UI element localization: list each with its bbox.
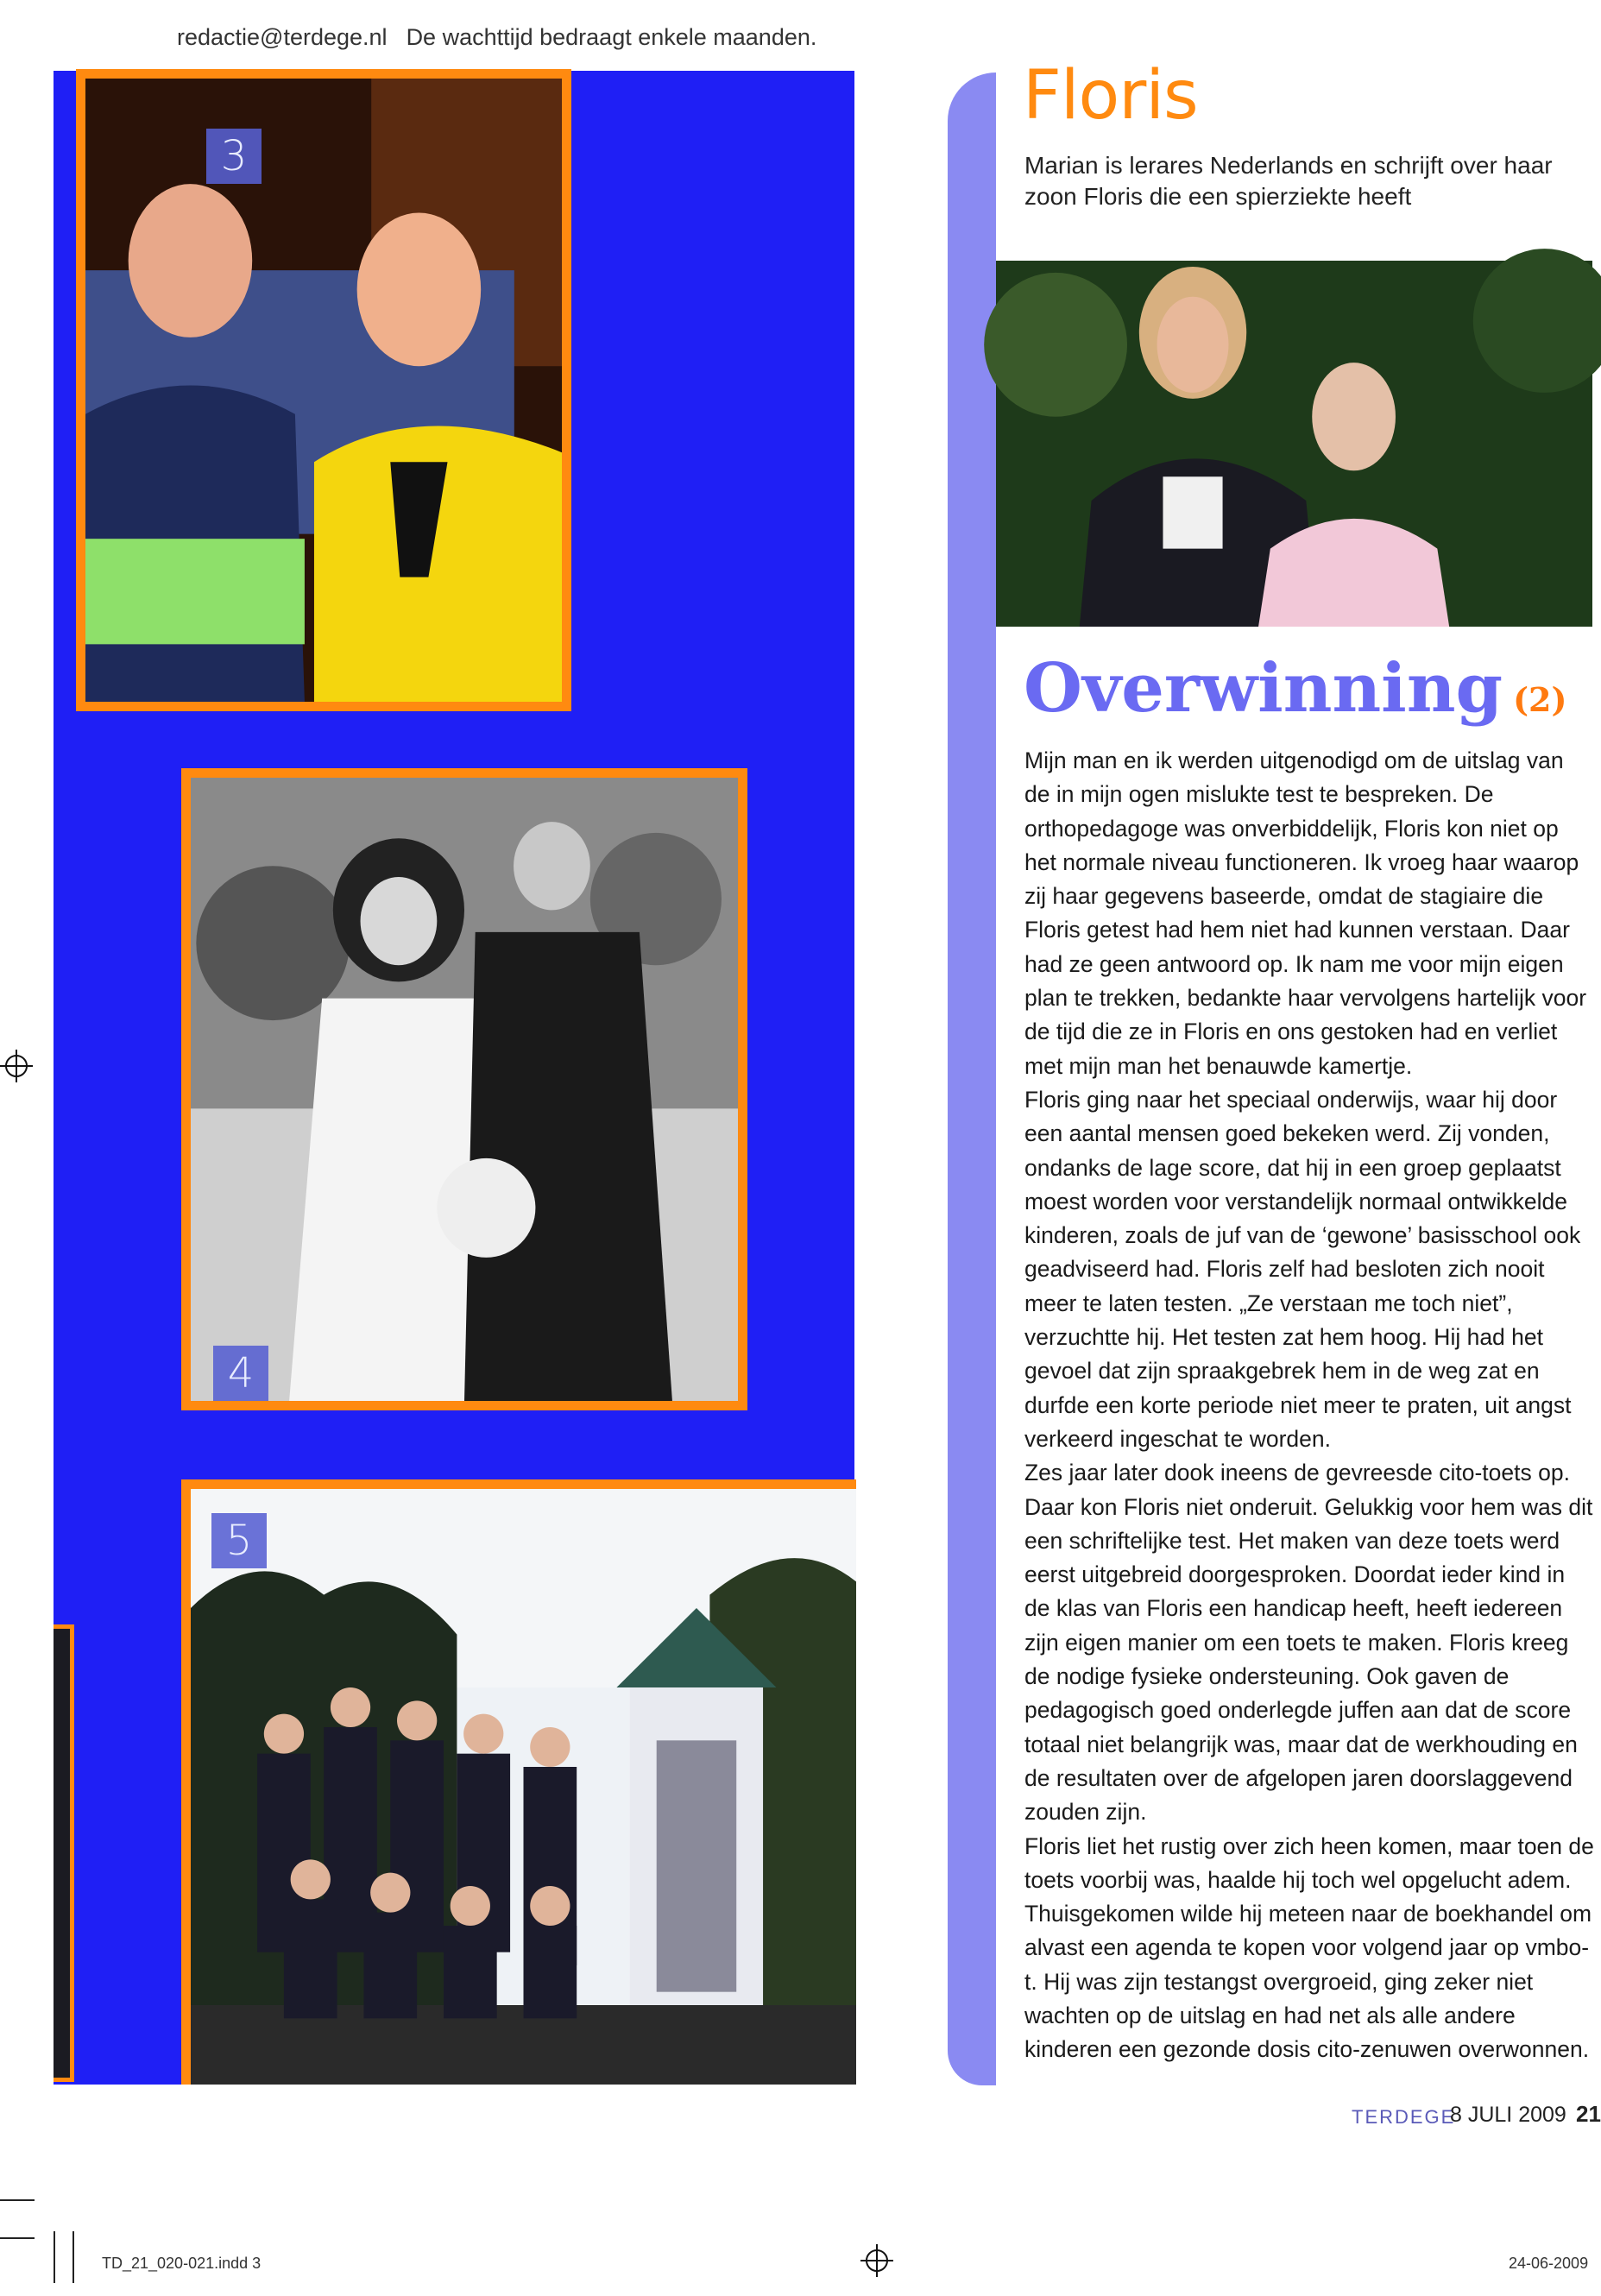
crop-mark bbox=[72, 2231, 74, 2283]
side-photo-edge bbox=[54, 1624, 74, 2082]
photo-two-men bbox=[76, 69, 571, 711]
article-title-text: Overwinning bbox=[1024, 649, 1503, 728]
photo-family-group bbox=[181, 1479, 856, 2085]
photo-number-badge: 3 bbox=[206, 129, 262, 184]
article-part-number: (2) bbox=[1513, 680, 1567, 719]
article-title bbox=[1024, 649, 1566, 728]
crop-mark bbox=[0, 2199, 35, 2201]
column-title: Floris bbox=[1023, 57, 1198, 135]
slug-file-name: TD_21_020-021.indd 3 bbox=[102, 2255, 262, 2272]
header-email[interactable]: redactie@terdege.nl bbox=[177, 24, 388, 50]
column-subtitle: Marian is lerares Nederlands en schrijft over haar zoon Floris die een spierziekte heeft bbox=[1024, 152, 1553, 210]
photo-number-badge: 4 bbox=[213, 1346, 268, 1401]
column-accent-bar bbox=[948, 73, 996, 2085]
crop-mark bbox=[0, 2237, 35, 2239]
article-paragraph: Floris liet het rustig over zich heen komen, maar toen de toets voorbij was, haalde hij toch wel opgelucht adem. Thuisgekomen wilde hij meteen naar de boekhandel om alvast een agenda te kopen voor volgend jaar op vmbo-t. Hij was zijn testangst overgroeid, ging zeker niet wachten op de uitslag en had net als alle andere kinderen een gezonde dosis cito-zenuwen overwonnen. bbox=[1024, 1832, 1594, 2063]
registration-mark bbox=[866, 2249, 888, 2272]
article-paragraph: Mijn man en ik werden uitgenodigd om de uitslag van de in mijn ogen mislukte test te bespreken. De orthopedagoge was onverbiddelijk, Floris kon niet op het normale niveau functioneren. Ik vroeg haar waarop zij haar gegevens baseerde, omdat de stagiaire die Floris getest had hem niet had kunnen verstaan. Daar had ze geen antwoord op. Ik nam me voor mijn eigen plan te trekken, bedankte haar vervolgens hartelijk voor de tijd die ze in Floris en ons gestoken had en verliet met mijn man het benauwde kamertje. bbox=[1024, 747, 1587, 1079]
crop-mark bbox=[54, 2231, 55, 2283]
photo-family-group-image bbox=[191, 1489, 856, 2085]
slug-date: 24-06-2009 bbox=[1509, 2255, 1589, 2272]
footer-magazine-name: TERDEGE bbox=[1352, 2106, 1456, 2128]
author-portrait bbox=[996, 261, 1592, 627]
photo-wedding-image bbox=[191, 778, 738, 1401]
article-body bbox=[1024, 744, 1594, 2063]
article-paragraph: Floris ging naar het speciaal onderwijs, waar hij door een aantal mensen goed bekeken werd. Zij vonden, ondanks de lage score, dat hij in een groep geplaatst moest worden voor verstandelijk normaal ontwikkelde kinderen, zoals de juf van de ‘gewone’ basisschool ook geadviseerd had. Floris zelf had besloten zich nooit meer te laten testen. „Ze verstaan me toch niet”, verzuchtte hij. Het testen zat hem hoog. Hij had het gevoel dat zijn spraakgebrek hem in de weg zat en durfde een korte periode niet meer te praten, uit angst verkeerd ingeschat te worden. bbox=[1024, 1086, 1581, 1452]
footer-issue-date: 8 JULI 2009 bbox=[1450, 2103, 1566, 2127]
author-portrait-image bbox=[996, 261, 1592, 627]
article-paragraph: Zes jaar later dook ineens de gevreesde cito-toets op. Daar kon Floris niet onderuit. Gelukkig voor hem was dit een schriftelijke test. Het maken van deze toets werd eerst uitgebreid doorgesproken. Doordat ieder kind in de klas van Floris een handicap heeft, heeft iedereen zijn eigen manier om een toets te maken. Floris kreeg de nodige fysieke ondersteuning. Ook gaven de pedagogisch goed onderlegde juffen aan dat de score totaal niet belangrijk was, maar dat de werkhouding en de resultaten over de afgelopen jaren doorslaggevend zouden zijn. bbox=[1024, 1460, 1593, 1826]
registration-mark bbox=[5, 1055, 28, 1077]
header-tagline: De wachttijd bedraagt enkele maanden. bbox=[406, 24, 817, 50]
photo-wedding bbox=[181, 768, 747, 1410]
footer-page-number: 21 bbox=[1576, 2101, 1601, 2127]
photo-number-badge: 5 bbox=[211, 1513, 267, 1568]
photo-two-men-image bbox=[85, 79, 562, 702]
photo-collage-panel bbox=[54, 71, 854, 2085]
page-header bbox=[177, 24, 816, 51]
